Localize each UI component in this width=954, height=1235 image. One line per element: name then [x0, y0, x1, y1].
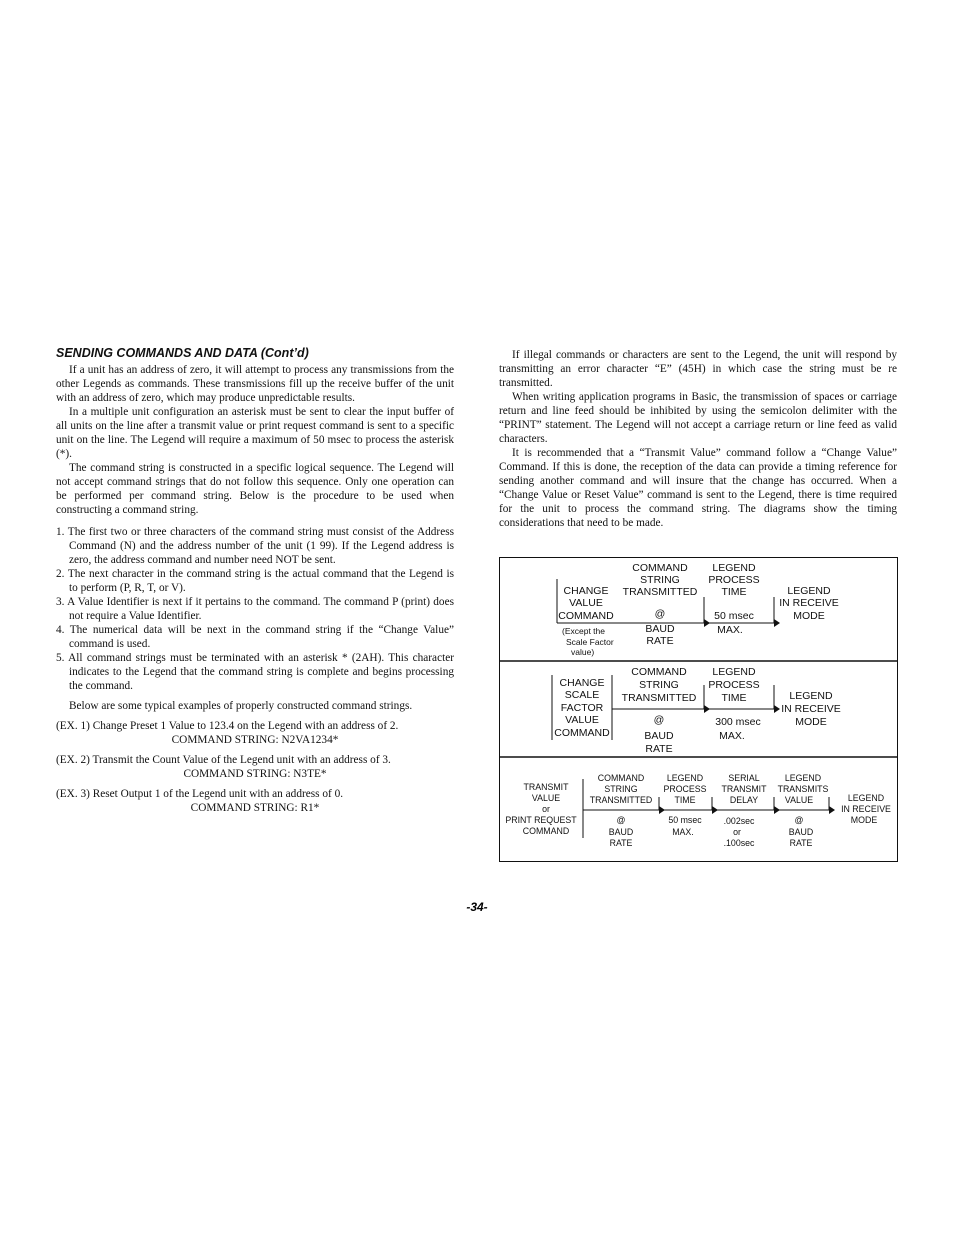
transmits-label-line: LEGEND — [784, 773, 822, 783]
procedure-step: 2. The next character in the command string is the actual command that the Legend is to perform (P, R, T, or V). — [56, 568, 454, 594]
page-number: -34- — [466, 900, 488, 914]
start-label-line: or — [542, 804, 550, 814]
tx-label-line: TRANSMITTED — [621, 692, 697, 704]
process-label-line: LEGEND — [712, 666, 756, 678]
left-column — [56, 346, 454, 821]
tx-label-line: COMMAND — [597, 773, 645, 783]
example-description: (EX. 3) Reset Output 1 of the Legend unit with an address of 0. — [56, 788, 344, 800]
start-label-line: VALUE — [565, 714, 599, 726]
arrow-head — [704, 705, 710, 713]
arrow-head — [774, 806, 780, 814]
example-description: (EX. 2) Transmit the Count Value of the Legend unit with an address of 3. — [56, 754, 391, 766]
arrow-head — [829, 806, 835, 814]
start-label-line: TRANSMIT — [523, 782, 569, 792]
note-line: (Except the — [562, 626, 605, 636]
tx-rate-line: @ — [653, 714, 665, 726]
arrow-head — [774, 619, 780, 627]
timing-diagram-transmit-value — [505, 773, 891, 848]
process-label-line: TIME — [674, 795, 696, 805]
process-label-line: PROCESS — [708, 679, 760, 691]
start-label-line: VALUE — [531, 793, 561, 803]
process-label-line: LEGEND — [666, 773, 704, 783]
paragraph: If illegal commands or characters are sent to the Legend, the unit will respond by transmitting an error character “E” (45H) in which case the string must be re transmitted. — [499, 349, 897, 389]
tx-rate-line: RATE — [645, 743, 673, 755]
tx-rate-line: BAUD — [608, 827, 634, 837]
tx-label-line: TRANSMITTED — [622, 586, 698, 598]
start-label-line: COMMAND — [554, 727, 610, 739]
tx-label-line: STRING — [639, 679, 679, 691]
transmits-rate-line: RATE — [789, 838, 813, 848]
tx-label-line: COMMAND — [631, 666, 687, 678]
delay-time-line: or — [733, 827, 741, 837]
timing-diagram-change-value — [557, 562, 839, 657]
transmits-rate-line: BAUD — [788, 827, 814, 837]
note-line: Scale Factor — [566, 637, 614, 647]
timing-diagrams — [499, 557, 899, 863]
paragraph: The command string is constructed in a specific logical sequence. The Legend will not accept command strings that do not follow this sequence. Only one operation can be performed per command string. Below is the procedure to be used when constructing a command string. — [56, 462, 454, 516]
start-label-line: COMMAND — [558, 610, 614, 622]
transmits-rate-line: @ — [794, 815, 804, 825]
process-time-line: MAX. — [719, 730, 745, 742]
process-time-line: 50 msec — [668, 815, 702, 825]
transmits-label-line: TRANSMITS — [777, 784, 829, 794]
transmits-label-line: VALUE — [784, 795, 814, 805]
tx-rate-line: BAUD — [645, 623, 675, 635]
process-label-line: TIME — [721, 692, 747, 704]
start-label-line: FACTOR — [560, 702, 604, 714]
example-command-string: COMMAND STRING: R1* — [190, 802, 320, 814]
arrow-head — [712, 806, 718, 814]
tx-rate-line: @ — [616, 815, 626, 825]
start-label-line: VALUE — [569, 597, 603, 609]
paragraph: It is recommended that a “Transmit Value” command follow a “Change Value” Command. If this is done, the reception of the data can provide a timing reference for sending another command and will insure that the change has occurred. When a “Change Value or Reset Value” command is sent to the Legend, there is time required for the unit to process the command string. The diagrams show the timing considerations that need to be made. — [499, 447, 897, 529]
process-label-line: LEGEND — [712, 562, 756, 574]
tx-label-line: COMMAND — [632, 562, 688, 574]
examples-intro: Below are some typical examples of properly constructed command strings. — [69, 700, 413, 712]
tx-rate-line: BAUD — [644, 730, 674, 742]
procedure-step: 5. All command strings must be terminated with an asterisk * (2AH). This character indicates to the Legend that the command string is complete and begins processing the command. — [56, 652, 454, 692]
procedure-step: 1. The first two or three characters of the command string must consist of the Address Command (N) and the address number of the unit (1 99). If the Legend address is zero, the address command and number need NOT be sent. — [56, 526, 454, 566]
start-label-line: COMMAND — [522, 826, 570, 836]
timing-diagram-change-scale-factor — [552, 666, 841, 755]
procedure-step: 4. The numerical data will be next in the command string if the “Change Value” command is used. — [56, 624, 454, 650]
process-time-line: 50 msec — [714, 610, 754, 622]
process-time-line: MAX. — [717, 624, 743, 636]
example-description: (EX. 1) Change Preset 1 Value to 123.4 on the Legend with an address of 2. — [56, 720, 399, 732]
end-label-line: MODE — [793, 610, 825, 622]
delay-label-line: DELAY — [729, 795, 759, 805]
process-label-line: PROCESS — [708, 574, 760, 586]
end-label-line: LEGEND — [787, 585, 831, 597]
tx-label-line: TRANSMITTED — [589, 795, 653, 805]
paragraph: If a unit has an address of zero, it will attempt to process any transmissions from the other Legends as commands. These transmissions fill up the receive buffer of the unit with an address of zero, which may produce unpredictable results. — [56, 364, 454, 404]
tx-rate-line: RATE — [646, 635, 674, 647]
tx-label-line: STRING — [604, 784, 638, 794]
end-label-line: MODE — [795, 716, 827, 728]
process-time-line: MAX. — [672, 827, 694, 837]
note-line: value) — [571, 647, 595, 657]
example-command-string: COMMAND STRING: N3TE* — [183, 768, 327, 780]
procedure-steps — [56, 525, 454, 693]
delay-label-line: TRANSMIT — [721, 784, 767, 794]
paragraph: When writing application programs in Basic, the transmission of spaces or carriage return and line feed should be inhibited by using the semicolon delimiter with the “PRINT” statement. The Legend will not accept a carriage return or line feed as valid characters. — [499, 391, 897, 445]
start-label-line: CHANGE — [563, 585, 609, 597]
start-label-line: CHANGE — [559, 677, 605, 689]
tx-rate-line: RATE — [609, 838, 633, 848]
paragraph: In a multiple unit configuration an asterisk must be sent to clear the input buffer of all units on the line after a transmit value or print request command is sent to a specific unit on the line. The Legend will require a maximum of 50 msec to process the asterisk (*). — [56, 406, 454, 460]
end-label-line: IN RECEIVE — [779, 597, 839, 609]
start-label-line: SCALE — [564, 689, 600, 701]
process-time-line: 300 msec — [715, 716, 761, 728]
section-heading: SENDING COMMANDS AND DATA (Cont’d) — [56, 346, 309, 360]
end-label-line: MODE — [850, 815, 878, 825]
procedure-step: 3. A Value Identifier is next if it pertains to the command. The command P (print) does not require a Value Identifier. — [56, 596, 454, 622]
delay-label-line: SERIAL — [728, 773, 760, 783]
start-label-line: PRINT REQUEST — [505, 815, 577, 825]
example-command-string: COMMAND STRING: N2VA1234* — [171, 734, 339, 746]
end-label-line: LEGEND — [789, 690, 833, 702]
arrow-head — [704, 619, 710, 627]
process-label-line: PROCESS — [663, 784, 707, 794]
tx-label-line: STRING — [640, 574, 680, 586]
end-label-line: IN RECEIVE — [781, 703, 841, 715]
tx-rate-line: @ — [654, 608, 666, 620]
process-label-line: TIME — [721, 586, 747, 598]
end-label-line: IN RECEIVE — [841, 804, 891, 814]
delay-time-line: .100sec — [723, 838, 755, 848]
arrow-head — [659, 806, 665, 814]
arrow-head — [774, 705, 780, 713]
end-label-line: LEGEND — [847, 793, 885, 803]
right-column — [499, 348, 897, 530]
delay-time-line: .002sec — [723, 816, 755, 826]
